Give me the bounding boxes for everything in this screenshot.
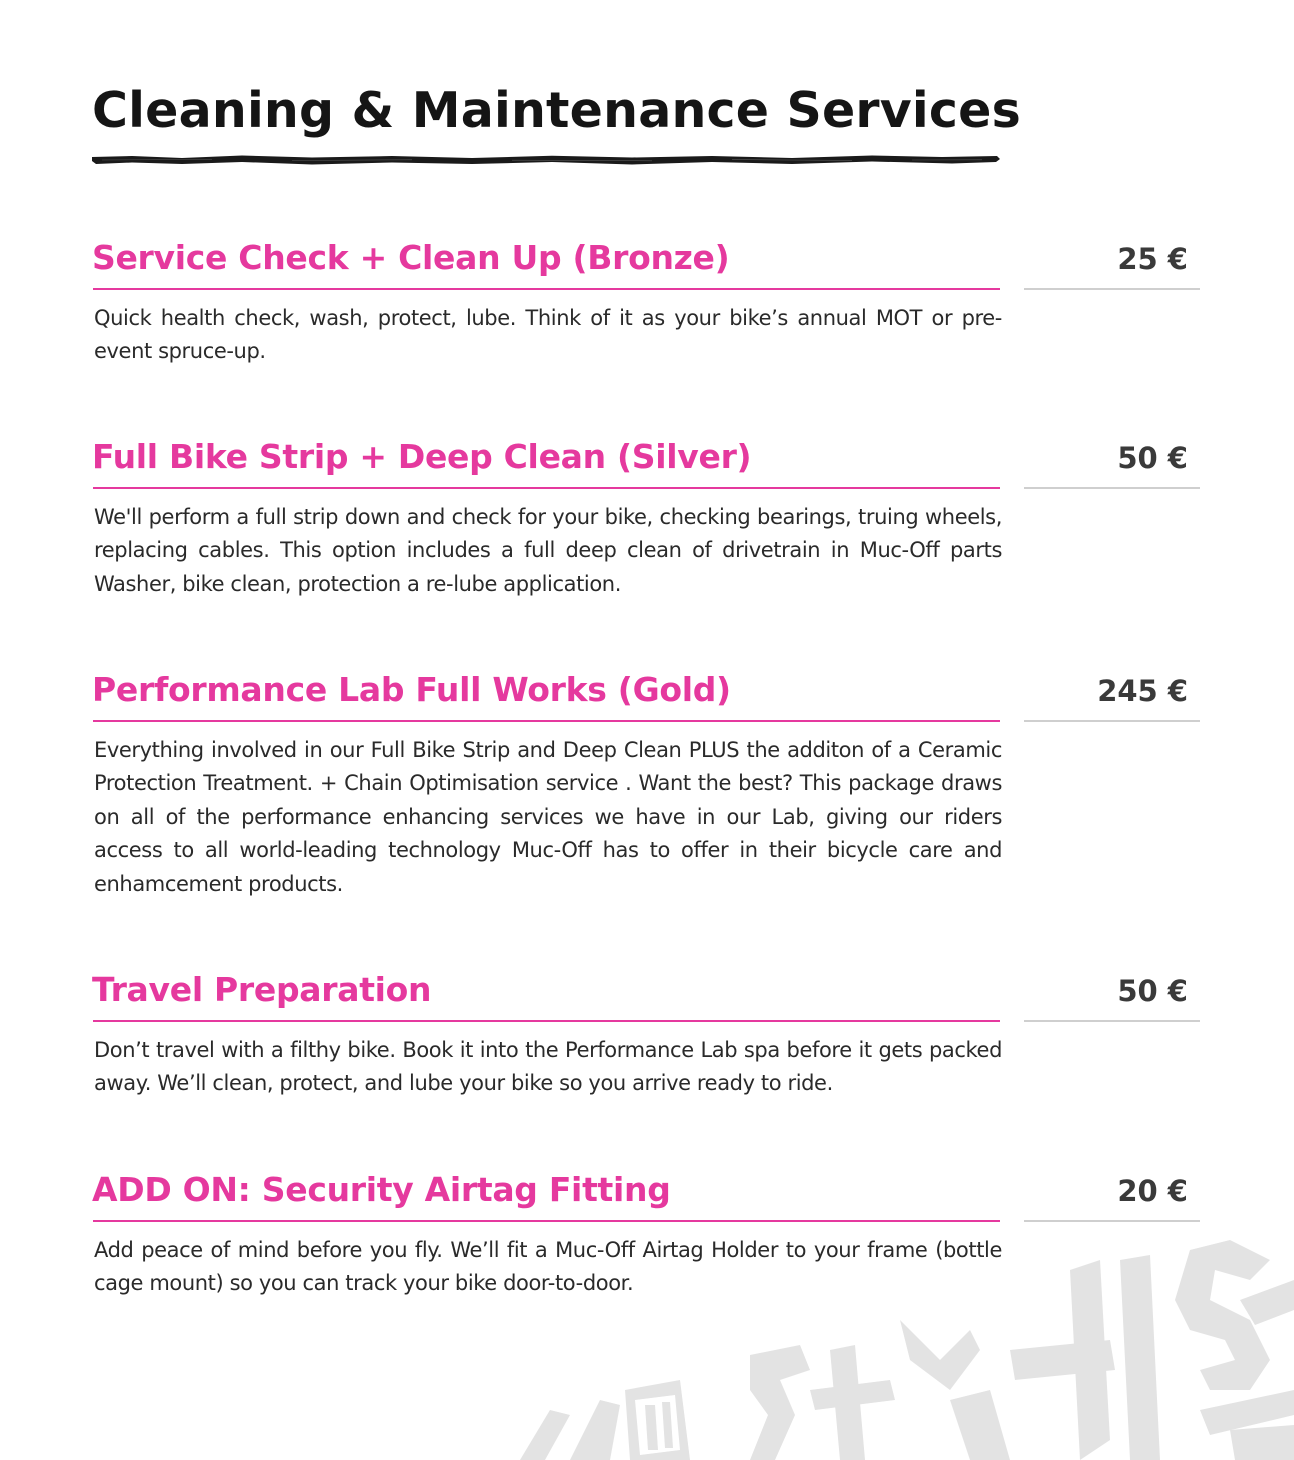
- service-price: 50 €: [1117, 974, 1188, 1008]
- price-divider: [1024, 1220, 1200, 1222]
- price-divider: [1024, 288, 1200, 290]
- service-item-gold: [92, 670, 1200, 896]
- name-divider: [93, 288, 1000, 290]
- service-item-silver: [92, 437, 1200, 596]
- service-header: [92, 238, 1200, 286]
- name-divider: [93, 487, 1000, 489]
- service-item-airtag-addon: [92, 1170, 1200, 1296]
- service-description: Everything involved in our Full Bike Strip and Deep Clean PLUS the additon of a Ceramic Protection Treatment. + Chain Optimisation service . Want the best? This package draws on all of the performance enhancing services we have in our Lab, giving our riders access to all world-leading technology Muc-Off has to offer in their bicycle care and enhamcement products.: [94, 738, 1002, 896]
- service-item-bronze: [92, 238, 1200, 364]
- service-price: 245 €: [1097, 674, 1188, 708]
- service-description: Quick health check, wash, protect, lube. Think of it as your bike’s annual MOT or pre-event spruce-up.: [94, 306, 1002, 364]
- service-price: 50 €: [1117, 441, 1188, 475]
- name-divider: [93, 1220, 1000, 1222]
- service-description: Add peace of mind before you fly. We’ll fit a Muc-Off Airtag Holder to your frame (bottle cage mount) so you can track your bike door-to-door.: [94, 1238, 1002, 1296]
- price-divider: [1024, 1020, 1200, 1022]
- service-item-travel-preparation: [92, 970, 1200, 1096]
- price-divider: [1024, 487, 1200, 489]
- service-header: [92, 437, 1200, 485]
- service-name: ADD ON: Security Airtag Fitting: [92, 1170, 671, 1209]
- service-name: Performance Lab Full Works (Gold): [92, 670, 731, 709]
- service-name: Travel Preparation: [92, 970, 432, 1009]
- price-divider: [1024, 720, 1200, 722]
- service-header: [92, 970, 1200, 1018]
- name-divider: [93, 720, 1000, 722]
- service-description: We'll perform a full strip down and check for your bike, checking bearings, truing wheels, replacing cables. This option includes a full deep clean of drivetrain in Muc-Off parts Washer, bike clean, protection a re-lube application.: [94, 505, 1002, 596]
- service-name: Service Check + Clean Up (Bronze): [92, 238, 730, 277]
- service-price: 20 €: [1117, 1174, 1188, 1208]
- service-description: Don’t travel with a filthy bike. Book it into the Performance Lab spa before it gets packed away. We’ll clean, protect, and lube your bike so you arrive ready to ride.: [94, 1038, 1002, 1096]
- service-header: [92, 1170, 1200, 1218]
- service-name: Full Bike Strip + Deep Clean (Silver): [92, 437, 752, 476]
- page-title: Cleaning & Maintenance Services: [92, 82, 1021, 139]
- service-price: 25 €: [1117, 242, 1188, 276]
- title-brush-underline: [92, 152, 1002, 168]
- service-header: [92, 670, 1200, 718]
- name-divider: [93, 1020, 1000, 1022]
